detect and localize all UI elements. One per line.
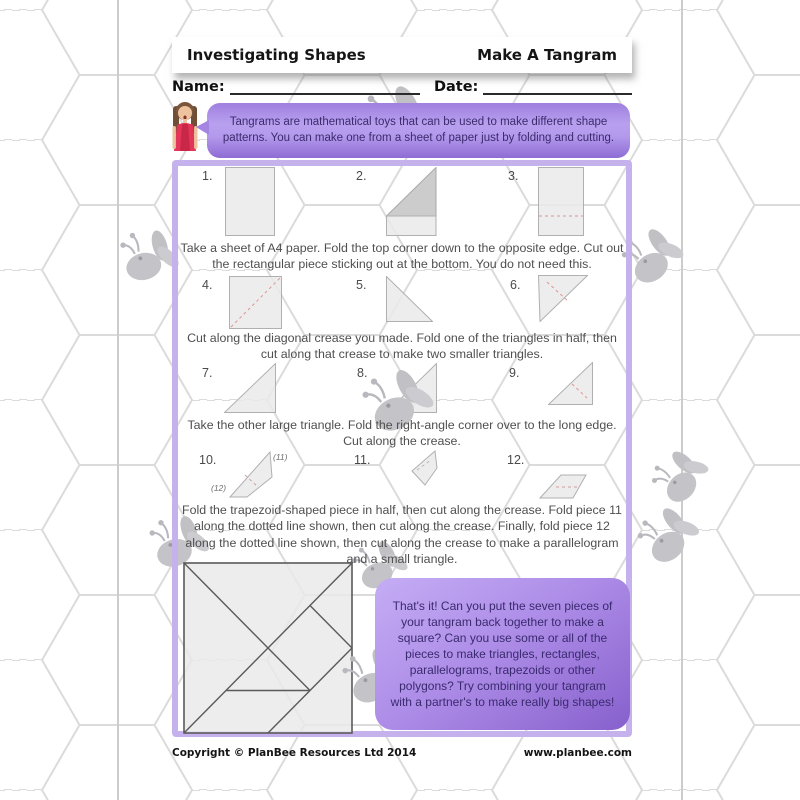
copyright-text: Copyright © PlanBee Resources Ltd 2014 <box>172 747 417 759</box>
step-4-diagram <box>229 276 282 329</box>
title-banner <box>172 37 632 73</box>
step-2-diagram <box>386 167 437 236</box>
date-write-line <box>483 78 632 95</box>
step-number: 1. <box>202 169 213 183</box>
step-caption: Cut along the diagonal crease you made. Fold one of the triangles in half, then cut along that crease to make two smaller triangles. <box>187 331 617 362</box>
step-caption: Take the other large triangle. Fold the right-angle corner over to the long edge. Cut along the crease. <box>187 418 617 449</box>
step-6-diagram <box>538 275 588 322</box>
worksheet-title: Make A Tangram <box>477 46 617 64</box>
outro-speech-text: That's it! Can you put the seven pieces of your tangram back together to make a square? Can you use some or all of the pieces to make triangles, rectangles, parallelograms, trapezoids or other polygons? Try combining your tangram with a partner's to make really big shapes! <box>390 598 615 710</box>
step-10-diagram <box>225 449 277 499</box>
piece-label: (12) <box>211 483 227 493</box>
step-12-diagram <box>537 473 589 500</box>
tangram-diagram <box>183 562 353 734</box>
step-number: 4. <box>202 278 213 292</box>
date-label: Date: <box>433 79 479 95</box>
step-number: 9. <box>509 366 520 380</box>
intro-speech-bubble <box>207 103 630 158</box>
intro-speech-text: Tangrams are mathematical toys that can be used to make different shape patterns. You can make one from a sheet of paper just by folding and cutting. <box>222 116 615 144</box>
step-9-diagram <box>548 362 593 405</box>
step-7-diagram <box>224 363 276 413</box>
lesson-title: Investigating Shapes <box>187 46 366 64</box>
outro-speech-bubble <box>375 578 630 730</box>
step-1-diagram <box>225 167 275 236</box>
step-number: 2. <box>356 169 367 183</box>
website-text: www.planbee.com <box>523 747 632 759</box>
step-number: 7. <box>202 366 213 380</box>
name-label: Name: <box>172 79 225 95</box>
step-caption: Take a sheet of A4 paper. Fold the top corner down to the opposite edge. Cut out the rectangular piece sticking out at the bottom. You do not need this. <box>180 241 624 272</box>
page-left-edge <box>117 0 119 800</box>
step-5-diagram <box>386 276 433 322</box>
step-number: 11. <box>354 453 371 467</box>
name-write-line <box>230 78 420 95</box>
step-caption: Fold the trapezoid-shaped piece in half, then cut along the crease. Fold piece 11 along the dotted line shown, then cut along the crease. Finally, fold piece 12 along the dotted line shown, then cut along the crease to make a parallelogram and a small triangle. <box>182 503 622 567</box>
piece-label: (11) <box>273 452 288 462</box>
name-date-row <box>172 78 632 95</box>
step-number: 5. <box>356 278 367 292</box>
step-3-diagram <box>538 167 584 236</box>
step-number: 6. <box>510 278 521 292</box>
step-number: 8. <box>357 366 368 380</box>
step-11-diagram <box>409 448 439 487</box>
step-number: 3. <box>508 169 519 183</box>
step-number: 10. <box>199 453 217 467</box>
step-number: 12. <box>507 453 525 467</box>
page-right-edge <box>681 0 683 800</box>
